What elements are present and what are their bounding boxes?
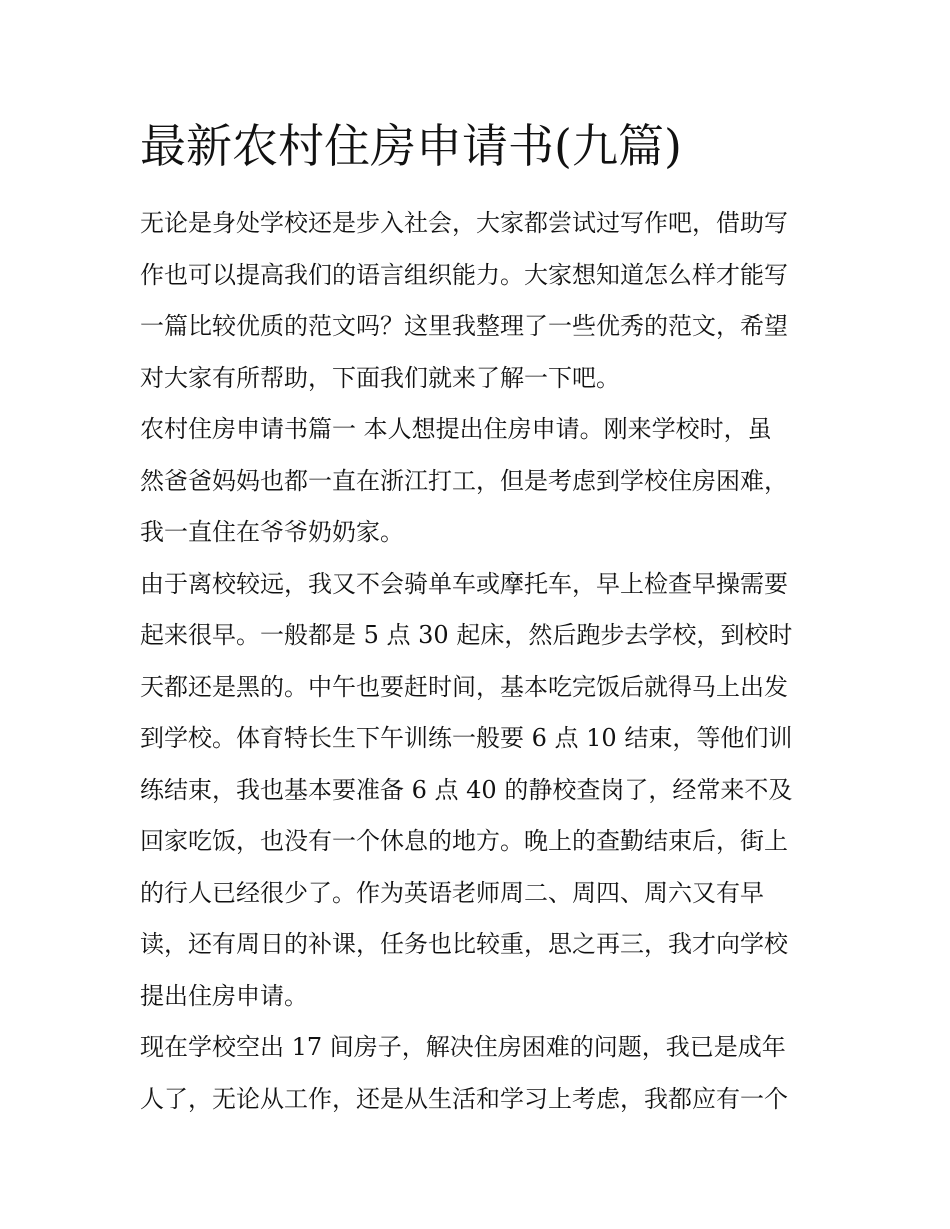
text-line: 起来很早。一般都是 5 点 30 起床，然后跑步去学校，到校时	[140, 621, 793, 649]
paragraph-article-one	[140, 404, 815, 559]
text-line: 提出住房申请。	[140, 981, 308, 1010]
text-line: 对大家有所帮助，下面我们就来了解一下吧。	[140, 363, 620, 392]
text-line: 练结束，我也基本要准备 6 点 40 的静校查岗了，经常来不及	[140, 775, 793, 804]
document-title: 最新农村住房申请书(九篇)	[140, 119, 682, 173]
text-line: 到学校。体育特长生下午训练一般要 6 点 10 结束，等他们训	[140, 724, 793, 752]
text-line: 我一直住在爷爷奶奶家。	[140, 518, 404, 546]
text-line: 回家吃饭，也没有一个休息的地方。晚上的查勤结束后，街上	[140, 827, 788, 855]
text-line: 天都还是黑的。中午也要赶时间，基本吃完饭后就得马上出发	[140, 672, 788, 701]
text-line: 读，还有周日的补课，任务也比较重，思之再三，我才向学校	[140, 930, 788, 958]
text-line: 农村住房申请书篇一 本人想提出住房申请。刚来学校时，虽	[140, 415, 772, 443]
text-line: 的行人已经很少了。作为英语老师周二、周四、周六又有早	[140, 878, 764, 907]
paragraph-intro	[140, 198, 815, 404]
text-line: 由于离校较远，我又不会骑单车或摩托车，早上检查早操需要	[140, 569, 788, 598]
text-line: 人了，无论从工作，还是从生活和学习上考虑，我都应有一个	[140, 1084, 788, 1113]
paragraph-current-situation	[140, 1022, 815, 1125]
document-body	[140, 198, 815, 1125]
paragraph-reasons	[140, 559, 815, 1023]
text-line: 无论是身处学校还是步入社会，大家都尝试过写作吧，借助写	[140, 209, 788, 237]
text-line: 一篇比较优质的范文吗？这里我整理了一些优秀的范文，希望	[140, 312, 788, 340]
text-line: 现在学校空出 17 间房子，解决住房困难的问题，我已是成年	[140, 1033, 786, 1061]
text-line: 然爸爸妈妈也都一直在浙江打工，但是考虑到学校住房困难，	[140, 466, 788, 495]
text-line: 作也可以提高我们的语言组织能力。大家想知道怎么样才能写	[140, 260, 788, 289]
